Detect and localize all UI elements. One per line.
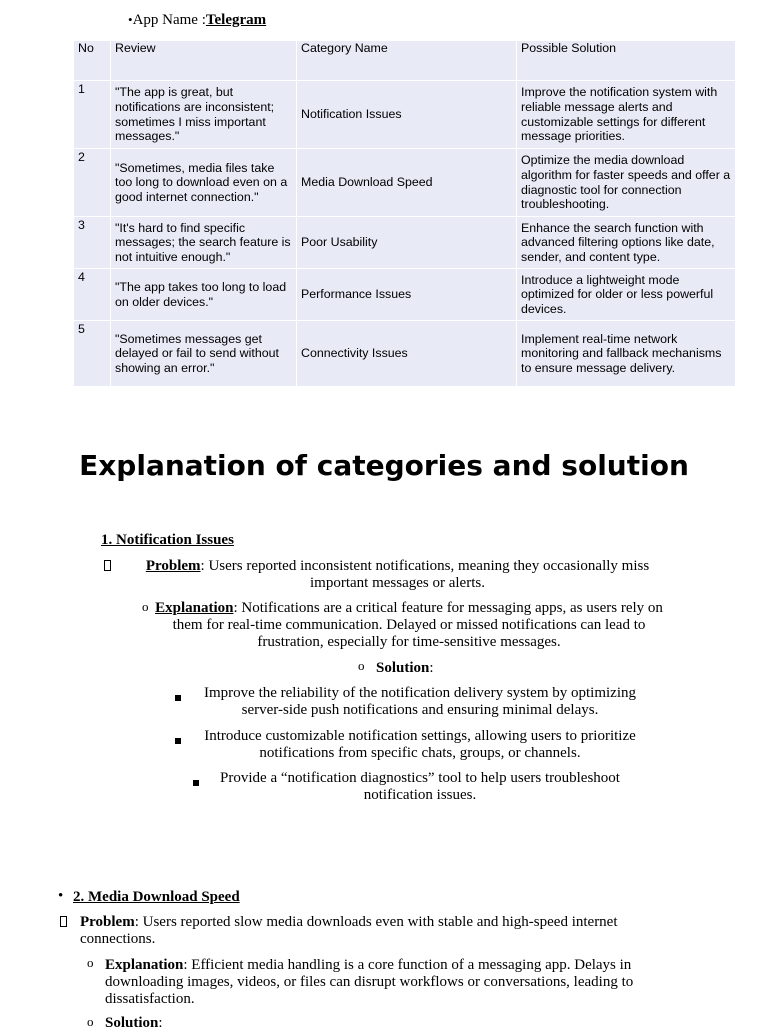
cell-solution: Introduce a lightweight mode optimized for older or less powerful devices. <box>517 269 736 321</box>
cell-solution: Optimize the media download algorithm for faster speeds and offer a diagnostic tool for connection troubleshooting. <box>517 149 736 217</box>
app-name-value: Telegram <box>205 12 267 28</box>
explanation-label: Explanation <box>155 600 234 616</box>
square-bullet-icon <box>175 689 181 705</box>
header-no: No <box>74 41 111 81</box>
explanation-text: : Efficient media handling is a core function of a messaging app. Delays in downloading images, videos, or files can disrupt workflows or conversations, leading to dissatisfaction. <box>105 957 634 1007</box>
app-name-line <box>128 12 266 29</box>
table-row <box>74 149 736 217</box>
cell-category: Connectivity Issues <box>297 321 517 387</box>
cell-review: "It's hard to find specific messages; the search feature is not intuitive enough." <box>111 217 297 269</box>
cell-review: "Sometimes messages get delayed or fail to send without showing an error." <box>111 321 297 387</box>
circle-bullet-icon: o <box>87 1014 94 1029</box>
section1-bullet: Provide a “notification diagnostics” tool to help users troubleshoot notification issues. <box>220 770 620 803</box>
cell-no: 2 <box>74 149 111 217</box>
section1-title: 1. Notification Issues <box>101 532 234 548</box>
solution-colon: : <box>429 660 434 676</box>
section2-explanation <box>105 957 695 1008</box>
cell-solution: Implement real-time network monitoring and fallback mechanisms to ensure message delivery. <box>517 321 736 387</box>
section1-solution <box>376 660 434 677</box>
circle-bullet-icon: o <box>142 599 149 614</box>
table-row <box>74 217 736 269</box>
section1-bullet: Improve the reliability of the notification delivery system by optimizing server-side push notifications and ensuring minimal delays. <box>204 685 636 718</box>
app-name-prefix: App Name : <box>132 12 206 28</box>
table-row <box>74 81 736 149</box>
cell-category: Poor Usability <box>297 217 517 269</box>
table-header-row <box>74 41 736 81</box>
table-row <box>74 321 736 387</box>
cell-category: Performance Issues <box>297 269 517 321</box>
header-solution: Possible Solution <box>517 41 736 81</box>
solution-label: Solution <box>376 660 430 676</box>
cell-no: 1 <box>74 81 111 149</box>
section1-bullet: Introduce customizable notification settings, allowing users to prioritize notifications from specific chats, groups, or channels. <box>204 728 636 761</box>
problem-text: : Users reported slow media downloads even with stable and high-speed internet connections. <box>80 914 618 947</box>
cell-solution: Enhance the search function with advanced filtering options like date, sender, and content type. <box>517 217 736 269</box>
table-row <box>74 269 736 321</box>
section2-title: 2. Media Download Speed <box>73 889 240 905</box>
section-heading: Explanation of categories and solution <box>79 449 689 482</box>
explanation-label: Explanation <box>105 957 184 973</box>
wingding-box-icon <box>60 915 67 931</box>
circle-bullet-icon: o <box>87 955 94 970</box>
problem-text: : Users reported inconsistent notifications, meaning they occasionally miss important messages or alerts. <box>200 558 650 591</box>
review-table <box>73 40 736 387</box>
square-bullet-icon <box>193 774 199 790</box>
cell-review: "The app is great, but notifications are inconsistent; sometimes I miss important messages." <box>111 81 297 149</box>
square-bullet-icon <box>175 732 181 748</box>
cell-no: 3 <box>74 217 111 269</box>
header-review: Review <box>111 41 297 81</box>
cell-category: Media Download Speed <box>297 149 517 217</box>
cell-review: "The app takes too long to load on older devices." <box>111 269 297 321</box>
section1-problem <box>125 558 670 592</box>
cell-no: 5 <box>74 321 111 387</box>
problem-label: Problem <box>145 558 201 574</box>
cell-category: Notification Issues <box>297 81 517 149</box>
bullet-dot: • <box>128 12 133 27</box>
explanation-text: : Notifications are a critical feature for messaging apps, as users rely on them for real-time communication. Delayed or missed notifications can lead to frustration, especially for time-sensitive messages. <box>172 600 663 650</box>
header-category: Category Name <box>297 41 517 81</box>
circle-bullet-icon: o <box>358 658 365 673</box>
section1-explanation <box>150 600 668 651</box>
bullet-dot: • <box>58 888 64 904</box>
cell-no: 4 <box>74 269 111 321</box>
solution-colon: : <box>158 1015 163 1031</box>
cell-solution: Improve the notification system with reliable message alerts and customizable settings for different message priorities. <box>517 81 736 149</box>
section2-problem <box>80 914 680 948</box>
solution-label: Solution <box>105 1015 159 1031</box>
problem-label: Problem <box>80 914 135 930</box>
wingding-box-icon <box>104 559 111 575</box>
cell-review: "Sometimes, media files take too long to download even on a good internet connection." <box>111 149 297 217</box>
